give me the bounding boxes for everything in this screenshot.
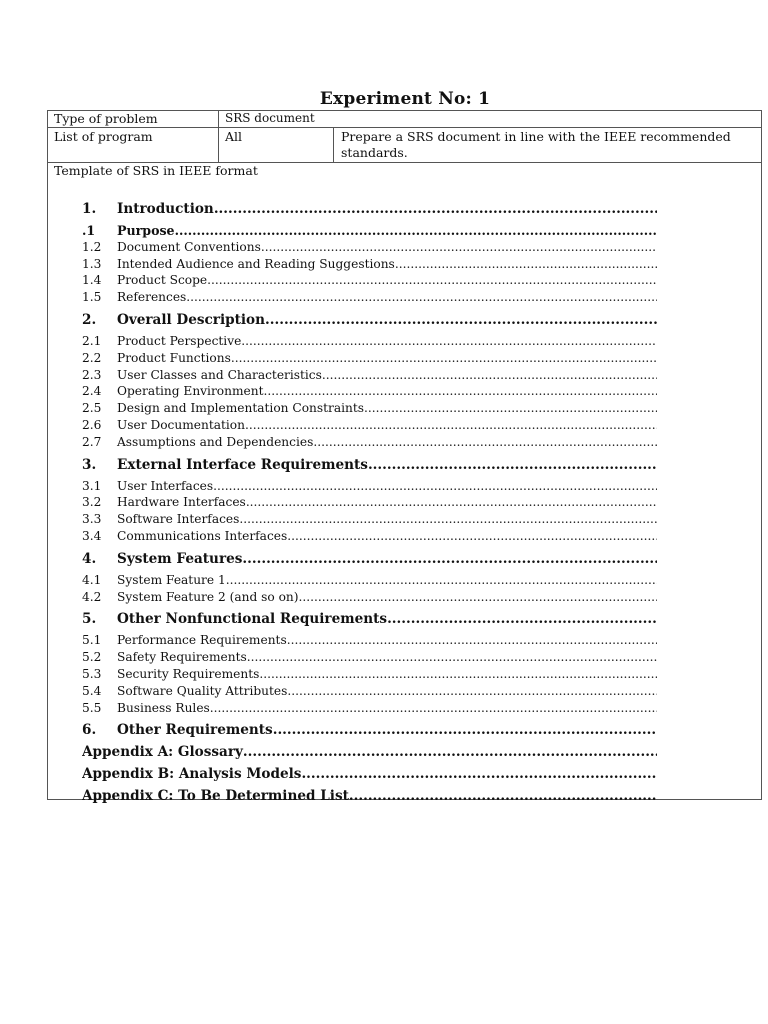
toc-leader-dots bbox=[213, 479, 657, 493]
toc-label: Introduction bbox=[117, 201, 214, 217]
toc-number: 1.5 bbox=[82, 290, 102, 305]
toc-subsection bbox=[82, 223, 657, 240]
toc-leader-dots bbox=[207, 273, 657, 287]
table-of-contents bbox=[82, 201, 657, 810]
type-of-problem-value: SRS document bbox=[225, 111, 315, 125]
toc-label: Operating Environment bbox=[117, 384, 264, 399]
toc-leader-dots bbox=[368, 457, 657, 473]
toc-label: Performance Requirements bbox=[117, 633, 287, 648]
toc-number: 3. bbox=[82, 456, 97, 473]
toc-number: 1.3 bbox=[82, 256, 102, 271]
toc-number: 5.1 bbox=[82, 633, 102, 648]
toc-leader-dots bbox=[246, 495, 657, 509]
toc-leader-dots bbox=[287, 529, 657, 543]
toc-label: System Features bbox=[117, 550, 243, 567]
toc-subsection bbox=[82, 573, 657, 590]
toc-label: References bbox=[117, 290, 187, 305]
list-of-program-label: List of program bbox=[54, 129, 153, 144]
toc-subsection bbox=[82, 529, 657, 546]
toc-subsection bbox=[82, 290, 657, 307]
toc-leader-dots bbox=[263, 384, 657, 398]
toc-subsection bbox=[82, 650, 657, 667]
toc-leader-dots bbox=[313, 435, 657, 449]
toc-number: 3.4 bbox=[82, 528, 102, 543]
experiment-table bbox=[47, 110, 762, 805]
toc-number: 2.1 bbox=[82, 333, 102, 348]
toc-label: Other Nonfunctional Requirements bbox=[117, 611, 388, 628]
template-caption: Template of SRS in IEEE format bbox=[54, 163, 258, 178]
toc-subsection bbox=[82, 384, 657, 401]
toc-subsection bbox=[82, 257, 657, 274]
toc-subsection bbox=[82, 590, 657, 607]
toc-subsection bbox=[82, 479, 657, 496]
toc-label: Overall Description bbox=[117, 311, 266, 328]
toc-subsection bbox=[82, 701, 657, 718]
table-column-divider bbox=[333, 127, 334, 162]
toc-number: 5.4 bbox=[82, 683, 102, 698]
toc-leader-dots bbox=[214, 201, 657, 217]
toc-leader-dots bbox=[387, 611, 657, 627]
toc-number: 2.4 bbox=[82, 384, 102, 399]
toc-subsection bbox=[82, 368, 657, 385]
toc-number: 5.3 bbox=[82, 666, 102, 681]
toc-appendix bbox=[82, 766, 657, 788]
toc-label: Other Requirements bbox=[117, 722, 273, 739]
toc-section bbox=[82, 611, 657, 633]
toc-leader-dots bbox=[273, 722, 657, 738]
toc-subsection bbox=[82, 401, 657, 418]
toc-label: Intended Audience and Reading Suggestions bbox=[117, 256, 395, 271]
toc-section bbox=[82, 201, 657, 223]
toc-label: User Documentation bbox=[117, 417, 245, 432]
toc-label: System Feature 2 (and so on) bbox=[117, 589, 299, 604]
toc-number: 5.2 bbox=[82, 650, 102, 665]
toc-label: Design and Implementation Constraints bbox=[117, 401, 365, 416]
toc-label: System Feature 1 bbox=[117, 572, 226, 587]
toc-label: Document Conventions bbox=[117, 239, 261, 254]
toc-subsection bbox=[82, 667, 657, 684]
toc-subsection bbox=[82, 435, 657, 452]
toc-leader-dots bbox=[242, 551, 657, 567]
table-column-divider bbox=[218, 111, 219, 162]
toc-section bbox=[82, 312, 657, 334]
toc-leader-dots bbox=[245, 418, 657, 432]
toc-section bbox=[82, 722, 657, 744]
toc-subsection bbox=[82, 418, 657, 435]
toc-number: 1. bbox=[82, 201, 97, 217]
toc-subsection bbox=[82, 273, 657, 290]
toc-appendix-label: Appendix B: Analysis Models bbox=[82, 766, 302, 783]
toc-leader-dots bbox=[226, 573, 657, 587]
toc-leader-dots bbox=[322, 368, 657, 382]
toc-label: Purpose bbox=[117, 223, 175, 238]
toc-number: 3.3 bbox=[82, 512, 102, 527]
toc-section bbox=[82, 457, 657, 479]
toc-leader-dots bbox=[287, 633, 657, 647]
toc-subsection bbox=[82, 633, 657, 650]
toc-label: Software Quality Attributes bbox=[117, 683, 288, 698]
toc-number: 6. bbox=[82, 722, 97, 739]
type-of-problem-label: Type of problem bbox=[54, 111, 158, 126]
toc-leader-dots bbox=[241, 334, 657, 348]
toc-label: Hardware Interfaces bbox=[117, 495, 246, 510]
toc-subsection bbox=[82, 240, 657, 257]
toc-label: External Interface Requirements bbox=[117, 456, 368, 473]
toc-leader-dots bbox=[364, 401, 657, 415]
toc-number: 2.6 bbox=[82, 417, 102, 432]
toc-number: 5. bbox=[82, 611, 97, 628]
toc-leader-dots bbox=[287, 684, 657, 698]
toc-leader-dots bbox=[261, 240, 657, 254]
toc-number: 2.5 bbox=[82, 401, 102, 416]
toc-leader-dots bbox=[239, 512, 657, 526]
toc-label: Security Requirements bbox=[117, 666, 260, 681]
toc-label: Product Scope bbox=[117, 273, 208, 288]
toc-subsection bbox=[82, 684, 657, 701]
toc-section bbox=[82, 551, 657, 573]
toc-label: Safety Requirements bbox=[117, 650, 247, 665]
toc-label: Product Perspective bbox=[117, 333, 242, 348]
toc-number: 4.1 bbox=[82, 572, 102, 587]
toc-label: User Classes and Characteristics bbox=[117, 367, 322, 382]
toc-number: 2.7 bbox=[82, 434, 102, 449]
toc-leader-dots bbox=[175, 223, 657, 238]
toc-number: 3.2 bbox=[82, 495, 102, 510]
toc-number: 1.4 bbox=[82, 273, 102, 288]
toc-label: User Interfaces bbox=[117, 478, 214, 493]
page-title: Experiment No: 1 bbox=[319, 89, 491, 109]
toc-leader-dots bbox=[247, 650, 657, 664]
toc-leader-dots bbox=[210, 701, 657, 715]
toc-leader-dots bbox=[243, 744, 657, 760]
toc-subsection bbox=[82, 495, 657, 512]
toc-appendix-label: Appendix A: Glossary bbox=[82, 744, 243, 761]
toc-number: 2. bbox=[82, 311, 97, 328]
toc-label: Software Interfaces bbox=[117, 512, 240, 527]
toc-leader-dots bbox=[301, 766, 657, 782]
toc-number: 2.2 bbox=[82, 350, 102, 365]
toc-number: 5.5 bbox=[82, 700, 102, 715]
toc-appendix bbox=[82, 744, 657, 766]
toc-label: Communications Interfaces bbox=[117, 528, 288, 543]
program-description: Prepare a SRS document in line with the IEEE recommended standards. bbox=[341, 129, 731, 160]
toc-leader-dots bbox=[186, 290, 657, 304]
toc-number: 4. bbox=[82, 550, 97, 567]
toc-subsection bbox=[82, 351, 657, 368]
toc-number: 4.2 bbox=[82, 589, 102, 604]
toc-label: Product Functions bbox=[117, 350, 231, 365]
toc-appendix-label: Appendix C: To Be Determined List bbox=[82, 788, 349, 805]
table-row-divider bbox=[48, 127, 761, 128]
toc-label: Business Rules bbox=[117, 700, 210, 715]
toc-number: 3.1 bbox=[82, 478, 102, 493]
toc-leader-dots bbox=[231, 351, 657, 365]
toc-leader-dots bbox=[395, 257, 657, 271]
toc-leader-dots bbox=[259, 667, 657, 681]
toc-appendix bbox=[82, 788, 657, 810]
toc-subsection bbox=[82, 512, 657, 529]
toc-number: 2.3 bbox=[82, 367, 102, 382]
toc-leader-dots bbox=[349, 788, 657, 804]
toc-subsection bbox=[82, 334, 657, 351]
toc-leader-dots bbox=[299, 590, 657, 604]
toc-number: 1.2 bbox=[82, 239, 102, 254]
toc-leader-dots bbox=[265, 312, 657, 328]
toc-number: .1 bbox=[82, 223, 96, 238]
list-of-program-value: All bbox=[225, 129, 243, 144]
toc-label: Assumptions and Dependencies bbox=[117, 434, 314, 449]
